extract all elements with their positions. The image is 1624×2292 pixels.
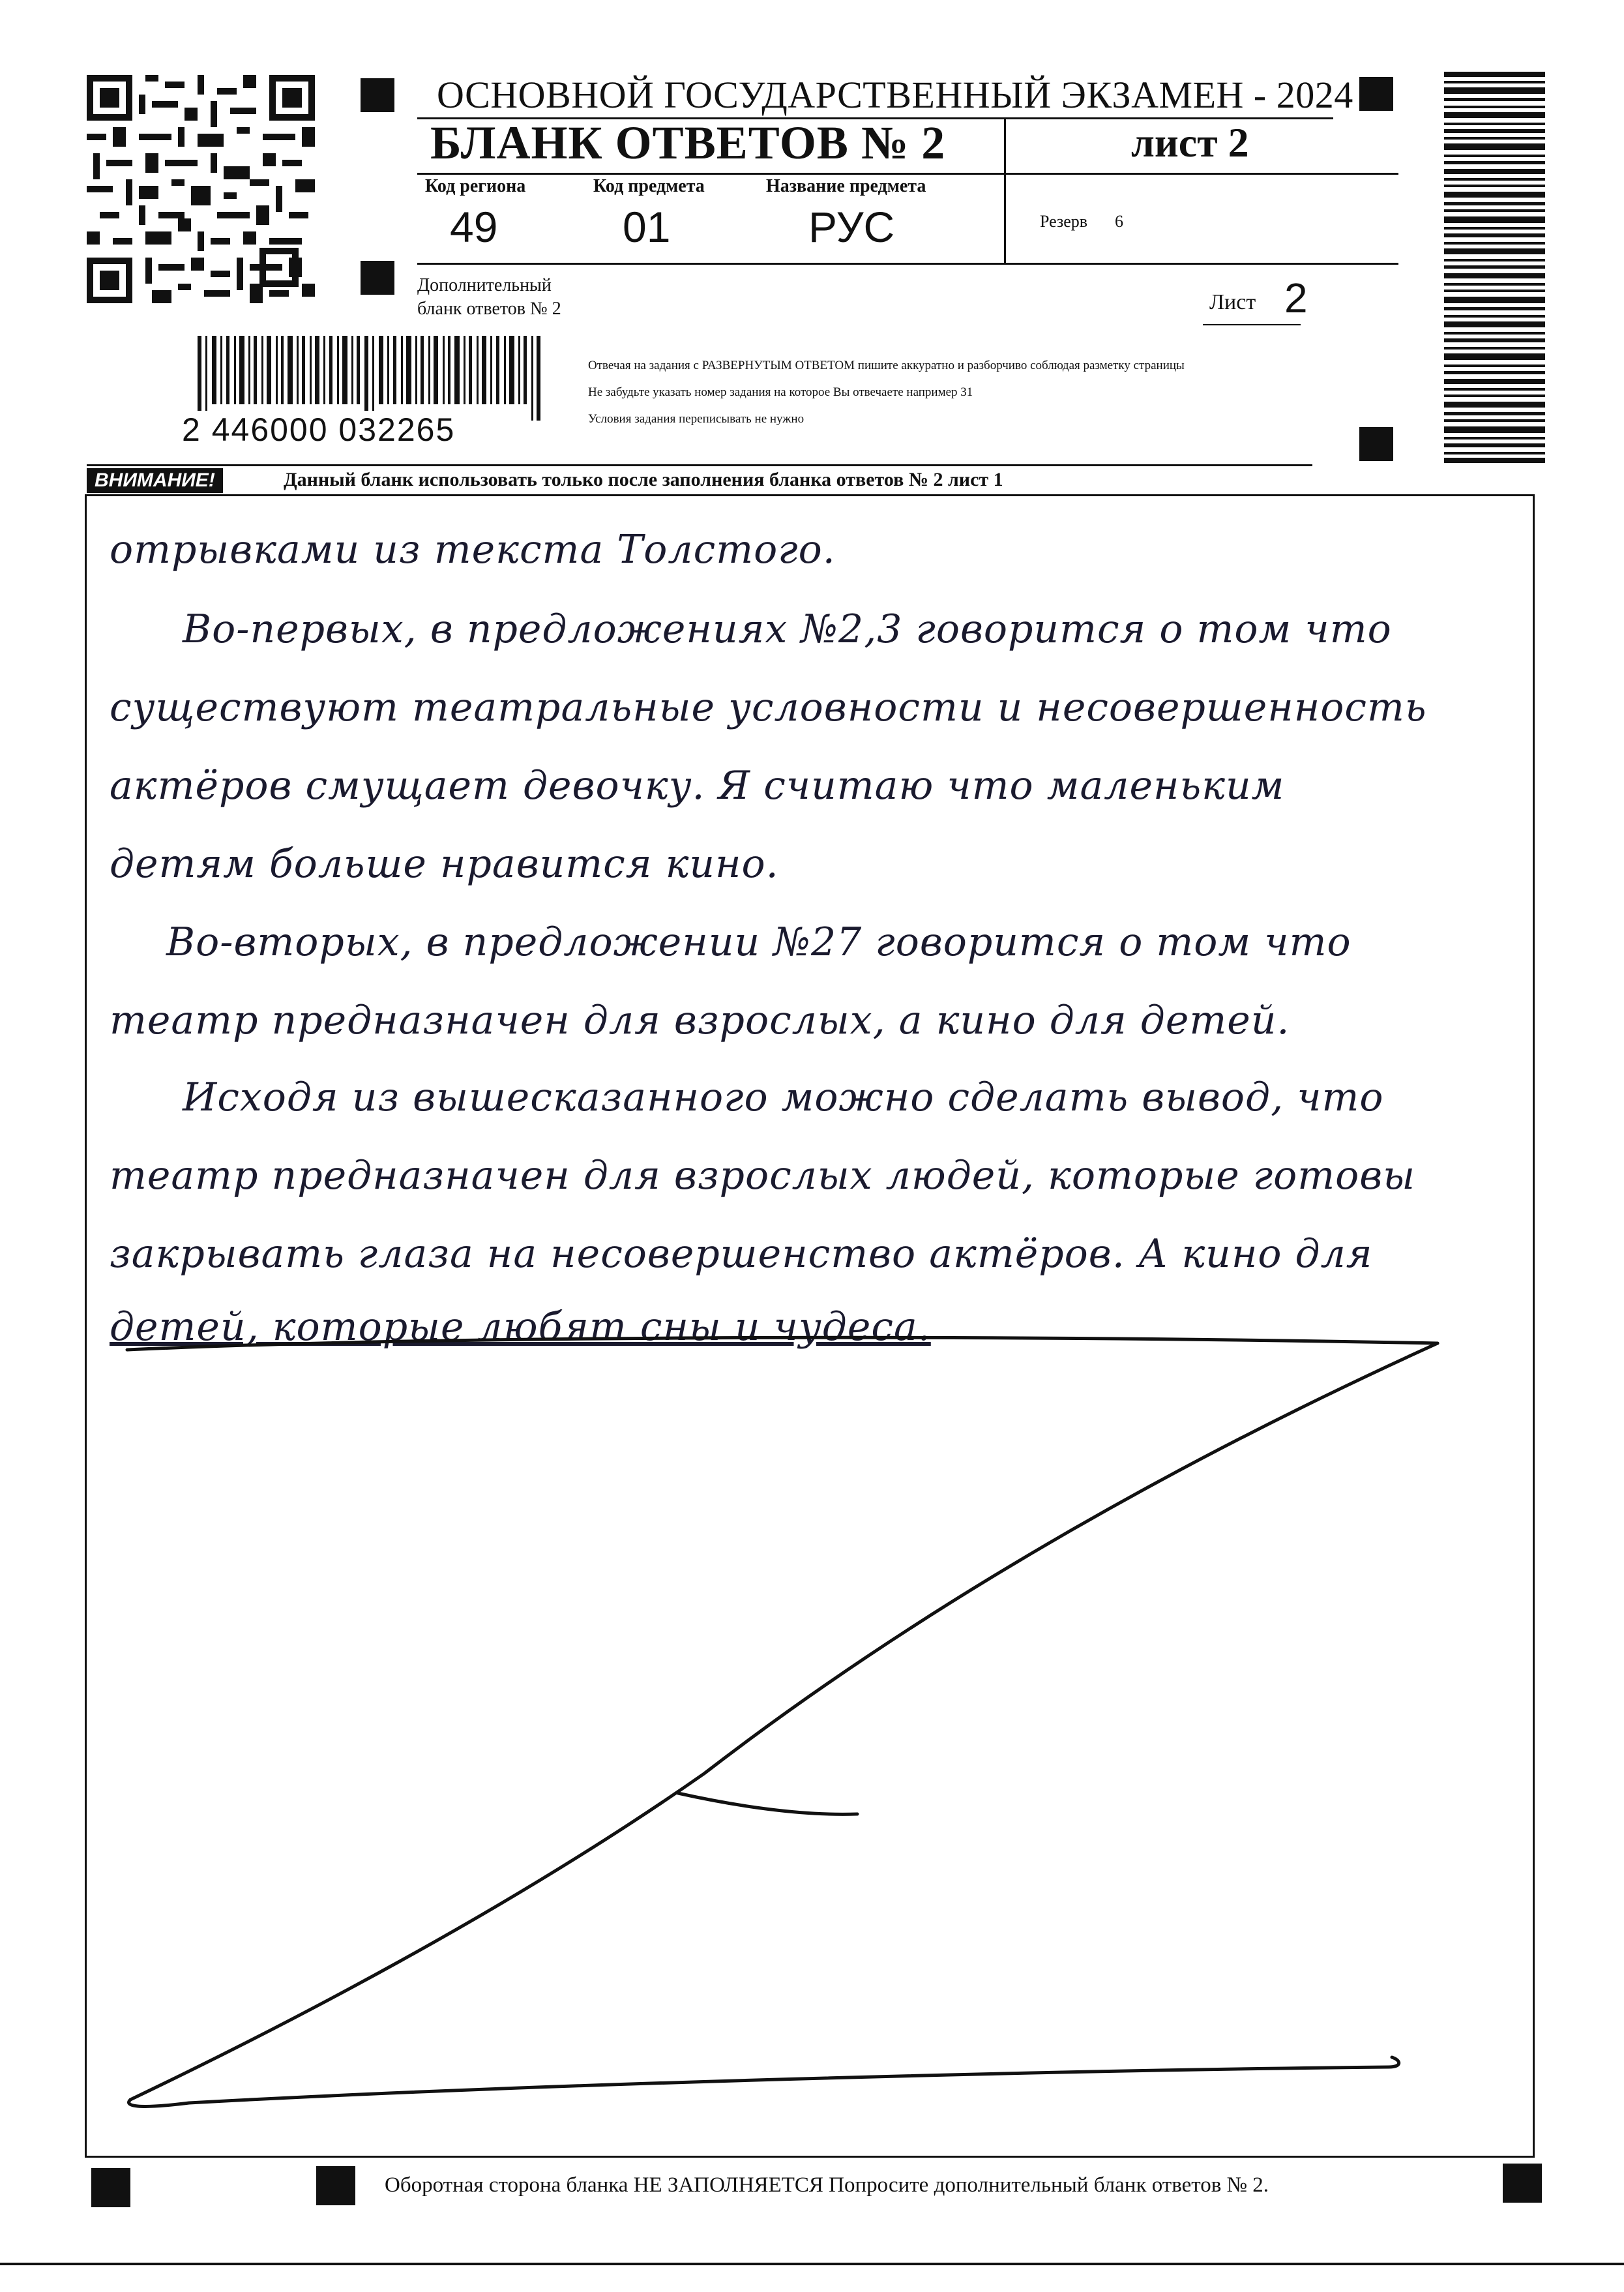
answer-line: Во-вторых, в предложении №27 говорится о том что [166,919,1351,965]
bottom-rule [0,2263,1624,2265]
answer-line: закрывать глаза на несовершенство актёров. А кино для [110,1231,1373,1277]
instruction-line: Отвечая на задания с РАЗВЕРНУТЫМ ОТВЕТОМ пишите аккуратно и разборчиво соблюдая разметку страницы [588,359,1185,372]
form-barcode [198,336,553,421]
reserve-value: 6 [1115,212,1123,231]
region-value: 49 [450,203,498,251]
additional-label: бланк ответов № 2 [417,299,561,319]
notice-text: Данный бланк использовать только после заполнения бланка ответов № 2 лист 1 [284,469,1003,490]
alignment-marker [1359,427,1393,461]
subject-name-label: Название предмета [766,176,926,196]
sheet-rule [1203,324,1301,325]
answer-line: отрывками из текста Толстого. [110,527,836,573]
sheet-label: Лист [1209,290,1256,314]
form-title: БЛАНК ОТВЕТОВ № 2 [430,117,946,169]
answer-line: театр предназначен для взрослых, а кино для детей. [110,998,1290,1043]
answer-line: детей, которые любят сны и чудеса. [110,1304,931,1350]
alignment-marker [316,2166,355,2205]
header-rule [417,173,1398,175]
strikeout-mark [85,1324,1535,2132]
qr-code [87,75,315,303]
instruction-line: Не забудьте указать номер задания на которое Вы отвечаете например 31 [588,385,973,399]
answer-line: детям больше нравится кино. [110,841,779,887]
alignment-marker [361,78,394,112]
additional-label: Дополнительный [417,275,552,295]
answer-line: Исходя из вышесказанного можно сделать вывод, что [183,1075,1384,1120]
sheet-title: лист 2 [1131,119,1249,166]
answer-line: Во-первых, в предложениях №2,3 говорится о том что [183,606,1392,652]
side-barcode [1444,72,1545,463]
header-divider [1004,117,1006,264]
answer-line: театр предназначен для взрослых людей, которые готовы [110,1153,1416,1198]
subject-name-value: РУС [808,203,895,251]
subject-code-value: 01 [623,203,671,251]
exam-title: ОСНОВНОЙ ГОСУДАРСТВЕННЫЙ ЭКЗАМЕН - 2024 [437,74,1353,116]
header-rule [417,263,1398,265]
notice-rule [87,464,1312,466]
region-label: Код региона [425,176,526,196]
alignment-marker [1503,2164,1542,2203]
sheet-number: 2 [1284,275,1308,321]
subject-code-label: Код предмета [593,176,705,196]
reserve-label: Резерв [1040,212,1088,231]
barcode-number: 2 446000 032265 [179,411,458,449]
alignment-marker [91,2168,130,2207]
footer-text: Оборотная сторона бланка НЕ ЗАПОЛНЯЕТСЯ Попросите дополнительный бланк ответов № 2. [385,2173,1269,2197]
answer-line: существуют театральные условности и несовершенность [110,685,1427,730]
answer-line: актёров смущает девочку. Я считаю что маленьким [110,763,1285,809]
instruction-line: Условия задания переписывать не нужно [588,412,805,426]
notice-badge: ВНИМАНИЕ! [87,468,223,493]
alignment-marker [1359,77,1393,111]
alignment-marker [361,261,394,295]
